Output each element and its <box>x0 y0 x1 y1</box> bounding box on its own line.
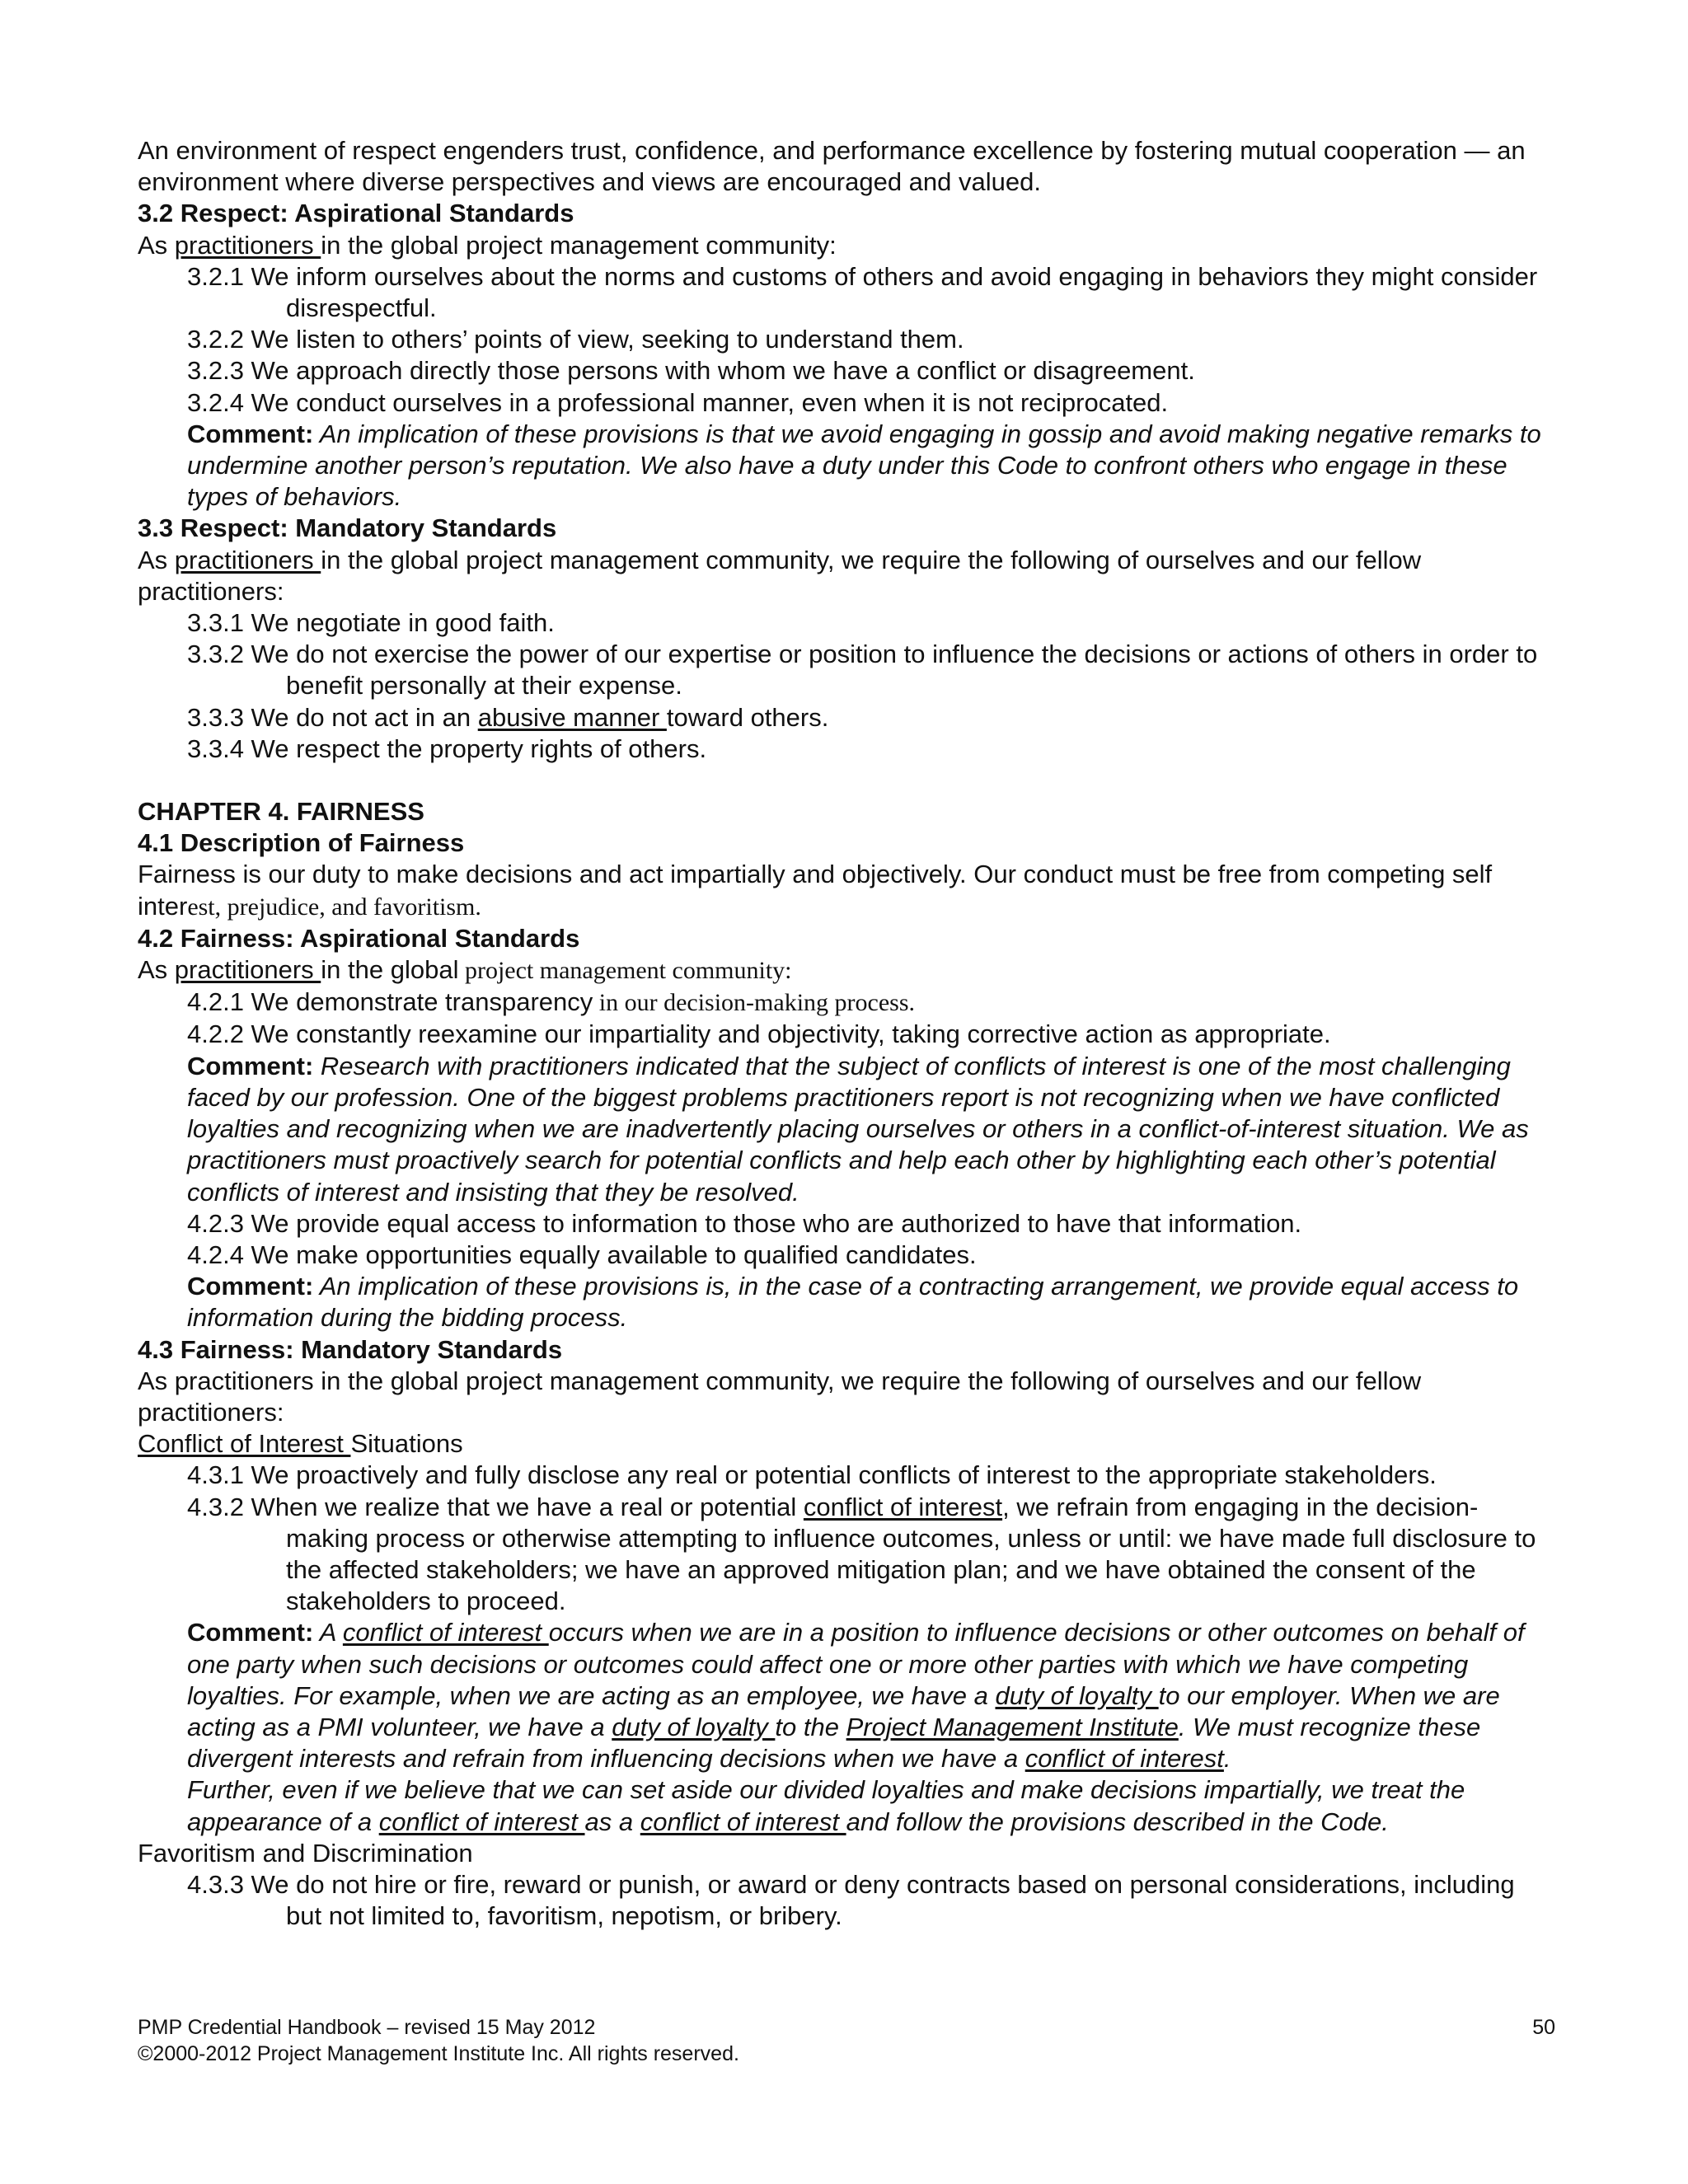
page-footer <box>138 2014 1555 2067</box>
document-body <box>138 135 1555 1932</box>
item-3-3-2: 3.3.2 We do not exercise the power of our expertise or position to influence the decisions or actions of others in order to benefit personally at their expense. <box>187 640 1538 701</box>
section-4-1-heading: 4.1 Description of Fairness <box>138 828 465 858</box>
conflict-of-interest-link[interactable]: Conflict of Interest <box>138 1429 351 1459</box>
item-3-2-1: 3.2.1 We inform ourselves about the norms and customs of others and avoid engaging in behaviors they might consider disrespectful. <box>187 261 1538 323</box>
item-3-2-3: 3.2.3 We approach directly those persons with whom we have a conflict or disagreement. <box>187 356 1195 386</box>
section-4-2-heading: 4.2 Fairness: Aspirational Standards <box>138 923 580 953</box>
section-4-3-lead: As practitioners in the global project management community, we require the following of ourselves and our fellow practitioners: <box>138 1366 1422 1427</box>
intro-paragraph: An environment of respect engenders trust, confidence, and performance excellence by fostering mutual cooperation — an environment where diverse perspectives and views are encouraged and valued. <box>138 136 1526 197</box>
conflict-of-interest-link[interactable]: conflict of interest <box>803 1492 1003 1521</box>
copyright-notice: ©2000-2012 Project Management Institute Inc. All rights reserved. <box>138 2042 739 2065</box>
item-4-2-3: 4.2.3 We provide equal access to information to those who are authorized to have that information. <box>187 1208 1302 1238</box>
section-3-2-heading: 3.2 Respect: Aspirational Standards <box>138 199 574 228</box>
abusive-manner-link[interactable]: abusive manner <box>477 702 667 732</box>
section-4-3-heading: 4.3 Fairness: Mandatory Standards <box>138 1334 563 1364</box>
item-3-2-4: 3.2.4 We conduct ourselves in a professional manner, even when it is not reciprocated. <box>187 387 1169 417</box>
section-3-3-heading: 3.3 Respect: Mandatory Standards <box>138 513 557 543</box>
conflict-of-interest-link[interactable]: conflict of interest <box>342 1618 549 1647</box>
comment-label: Comment: <box>187 1272 314 1301</box>
section-4-1-paragraph: Fairness is our duty to make decisions and act impartially and objectively. Our conduct must be free from competing self interest, prejudice, and favoritism. <box>138 860 1493 921</box>
duty-of-loyalty-link[interactable]: duty of loyalty <box>612 1712 776 1741</box>
pmi-link[interactable]: Project Management Institute <box>846 1712 1179 1741</box>
item-3-3-3: 3.3.3 We do not act in an abusive manner toward others. <box>187 702 829 732</box>
page-number: 50 <box>1532 2016 1555 2039</box>
item-4-3-3: 4.3.3 We do not hire or fire, reward or punish, or award or deny contracts based on personal considerations, including but not limited to, favoritism, nepotism, or bribery. <box>187 1869 1515 1931</box>
conflict-of-interest-link[interactable]: conflict of interest <box>640 1807 846 1836</box>
item-4-2-1: 4.2.1 We demonstrate transparency in our decision-making process. <box>187 987 915 1017</box>
comment-4-2-a: Comment: Research with practitioners indicated that the subject of conflicts of interest is one of the most challenging faced by our profession. One of the biggest problems practitioners report is not recognizing when we have conflicted loyalties and recognizing when we are inadvertently placing ourselves or others in a conflict-of-interest situation. We as practitioners must proactively search for potential conflicts and help each other by highlighting each other’s potential conflicts of interest and insisting that they be resolved. <box>187 1051 1529 1207</box>
comment-3-2: Comment: An implication of these provisions is that we avoid engaging in gossip and avoid making negative remarks to undermine another person’s reputation. We also have a duty under this Code to confront others who engage in these types of behaviors. <box>187 419 1541 512</box>
section-3-3-lead: As practitioners in the global project management community, we require the following of ourselves and our fellow practitioners: <box>138 545 1422 606</box>
comment-label: Comment: <box>187 1618 314 1647</box>
comment-4-3-b: Further, even if we believe that we can set aside our divided loyalties and make decisions impartially, we treat the appearance of a conflict of interest as a conflict of interest and follow the provisions described in the Code. <box>187 1775 1465 1836</box>
item-3-3-1: 3.3.1 We negotiate in good faith. <box>187 608 555 638</box>
conflict-of-interest-subheading: Conflict of Interest Situations <box>138 1429 463 1459</box>
section-4-2-lead: As practitioners in the global project management community: <box>138 955 792 985</box>
handbook-revision: PMP Credential Handbook – revised 15 May 2012 <box>138 2016 596 2039</box>
comment-4-2-b: Comment: An implication of these provisions is, in the case of a contracting arrangement, we provide equal access to information during the bidding process. <box>187 1272 1519 1333</box>
item-4-3-2: 4.3.2 When we realize that we have a real or potential conflict of interest, we refrain from engaging in the decision-making process or otherwise attempting to influence outcomes, unless or until: we have made full disclosure to the affected stakeholders; we have an approved mitigation plan; and we have obtained the consent of the stakeholders to proceed. <box>187 1492 1536 1616</box>
item-3-2-2: 3.2.2 We listen to others’ points of view, seeking to understand them. <box>187 325 964 354</box>
comment-label: Comment: <box>187 419 314 448</box>
duty-of-loyalty-link[interactable]: duty of loyalty <box>995 1680 1159 1710</box>
item-4-2-2: 4.2.2 We constantly reexamine our impartiality and objectivity, taking corrective action as appropriate. <box>187 1019 1331 1049</box>
section-3-2-lead: As practitioners in the global project management community: <box>138 230 837 260</box>
practitioners-link[interactable]: practitioners <box>174 955 321 985</box>
practitioners-link[interactable]: practitioners <box>174 545 321 574</box>
conflict-of-interest-link[interactable]: conflict of interest <box>378 1807 585 1836</box>
conflict-of-interest-link[interactable]: conflict of interest <box>1025 1744 1224 1774</box>
practitioners-link[interactable]: practitioners <box>174 230 321 260</box>
chapter-4-heading: CHAPTER 4. FAIRNESS <box>138 797 424 827</box>
item-4-3-1: 4.3.1 We proactively and fully disclose any real or potential conflicts of interest to the appropriate stakeholders. <box>187 1460 1437 1490</box>
comment-label: Comment: <box>187 1051 314 1080</box>
comment-4-3-a: Comment: A conflict of interest occurs when we are in a position to influence decisions or other outcomes on behalf of one party when such decisions or outcomes could affect one or more other parties with which we have competing loyalties. For example, when we are acting as an employee, we have a duty of loyalty to our employer. When we are acting as a PMI volunteer, we have a duty of loyalty to the Project Management Institute. We must recognize these divergent interests and refrain from influencing decisions when we have a conflict of interest. <box>187 1618 1525 1774</box>
item-4-2-4: 4.2.4 We make opportunities equally available to qualified candidates. <box>187 1240 977 1269</box>
favoritism-subheading: Favoritism and Discrimination <box>138 1838 473 1868</box>
item-3-3-4: 3.3.4 We respect the property rights of others. <box>187 733 707 763</box>
